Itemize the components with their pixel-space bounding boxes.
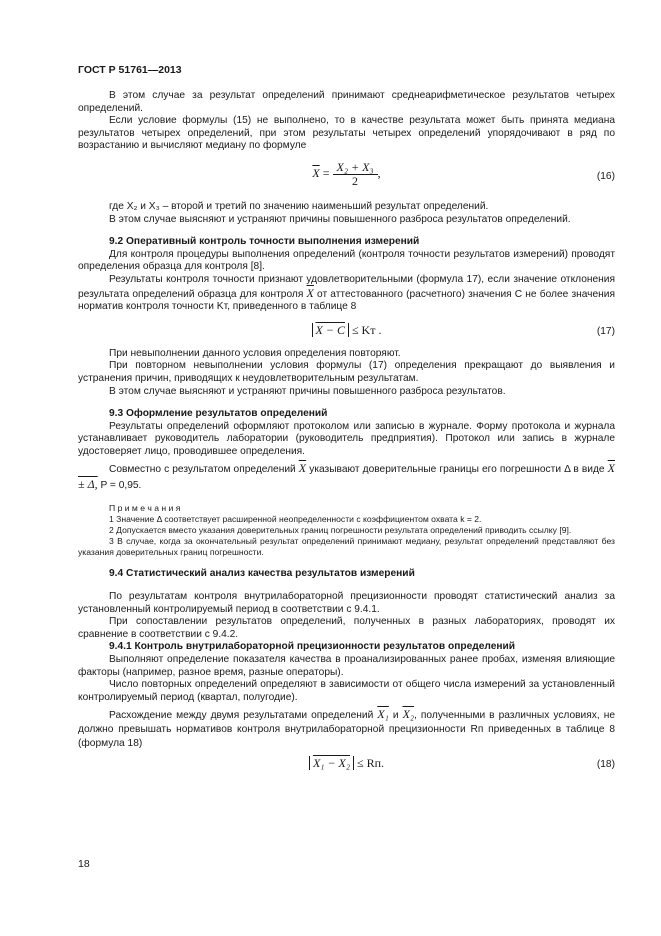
formula-18 [78,751,615,781]
section-heading-9-4: 9.4 Статистический анализ качества результатов измерений [109,568,415,580]
paragraph: Результаты контроля точности признают удовлетворительными (формула 17), если значение отклонения результата определений образца для контроля $\overline{X}$ от аттестованного (расчетного) значения C не более значения норматив контроля точности Kт, приведенного в таблице 8 [78,273,615,313]
page-content [78,90,615,781]
formula-17 [78,314,615,348]
note-item: 2 Допускается вместо указания доверительных границ погрешности результата определений приводить ссылку [9]. [109,525,572,536]
inline-formula: X ± Δ, [78,461,615,492]
formula-number: (18) [596,759,615,771]
formula-tail: , [377,165,381,180]
paragraph: При сопоставлении результатов определений, полученных в разных лабораториях, проводят их сравнение в соответствии с 9.4.2. [78,616,615,640]
inline-formula: X₂ [402,707,415,722]
formula-16: $\overline{X}$ = $\frac{\text{X₂ + X₃}}{2}$ , (16) [312,159,615,188]
document-header: ГОСТ Р 51761—2013 [78,64,182,76]
paragraph: По результатам контроля внутрилабораторной прецизионности проводят статистический анализ за установленный контролируемый период в соответствии с 9.4.1. [78,591,615,615]
paragraph: Число повторных определений определяют в зависимости от общего числа измерений за установленный контролируемый период (квартал, полугодие). [78,679,615,703]
formula-relation: ≤ Kт . [351,322,382,337]
paragraph: Если условие формулы (15) не выполнено, то в качестве результата может быть принята медиана результатов четырех определений, при этом результаты четырех определений упорядочивают в ряд по возрастанию и вычисляют медиану по формуле [78,115,615,152]
paragraph: В этом случае за результат определений принимают среднеарифметическое результатов четырех определений. [78,90,615,114]
note-item: 3 В случае, когда за окончательный результат определений принимают медиану, результат определений представляют без указания доверительных границ погрешности. [78,536,615,558]
formula-fraction [333,161,378,187]
formula-number: (17) [596,325,615,337]
paragraph: При невыполнении данного условия определения повторяют. [109,347,401,359]
formula-abs-expression: X − C [312,323,349,337]
formula-abs-expression: X₁ − X₂ [309,756,354,770]
notes-block [78,503,615,558]
formula-relation: ≤ Rп. [357,756,385,771]
paragraph: При повторном невыполнении условия формулы (17) определения прекращают до выявления и устранения причин, приводящих к неудовлетворительным результатам. [78,360,615,384]
notes-title: П р и м е ч а н и я [109,503,181,514]
page-number: 18 [78,858,90,870]
paragraph: где X₂ и X₃ – второй и третий по значению наименьший результат определений. [109,200,489,212]
paragraph: Совместно с результатом определений $\overline{X}$ указывают доверительные границы его погрешности Δ в виде X ± Δ, P = 0,95. [78,461,615,492]
formula-number: (16) [596,170,615,182]
formula-lhs: $\overline{X}$ [312,165,320,180]
note-item: 1 Значение Δ соответствует расширенной неопределенности с коэффициентом охвата k = 2. [109,514,482,525]
section-heading-9-2: 9.2 Оперативный контроль точности выполнения измерений [109,236,420,248]
paragraph: Результаты определений оформляют протоколом или записью в журнале. Форму протокола и журнала устанавливает руководитель лаборатории (руководитель предприятия). Протокол или запись в журнале удостоверяет лицо, проводившее определения. [78,420,615,457]
fraction-denominator: 2 [352,173,359,188]
paragraph: В этом случае выясняют и устраняют причины повышенного разброса результатов. [109,385,506,397]
inline-formula: $\overline{X}$ [298,461,307,476]
paragraph: В этом случае выясняют и устраняют причины повышенного разброса результатов определений. [109,213,571,225]
paragraph: Расхождение между двумя результатами определений X₁ и X₂, полученными в различных условиях, не должно превышать нормативов контроля внутрилабораторной прецизионности Rп приведенных в таблице 8 (формула 18) [78,707,615,750]
inline-formula: $\overline{X}$ [306,285,314,300]
paragraph: Для контроля процедуры выполнения определений (контроля точности результатов измерений) проводят определения образца для контроля [8]. [78,248,615,273]
inline-formula: X₁ [377,707,389,722]
paragraph: Выполняют определение показателя качества в проанализированных ранее пробах, изменяя влияющие факторы (например, разное время, разные операторы). [78,654,615,678]
section-heading-9-4-1: 9.4.1 Контроль внутрилабораторной прецизионности результатов определений [109,641,516,653]
section-heading-9-3: 9.3 Оформление результатов определений [109,408,328,420]
fraction-numerator: X₂ + X₃ [333,161,378,175]
